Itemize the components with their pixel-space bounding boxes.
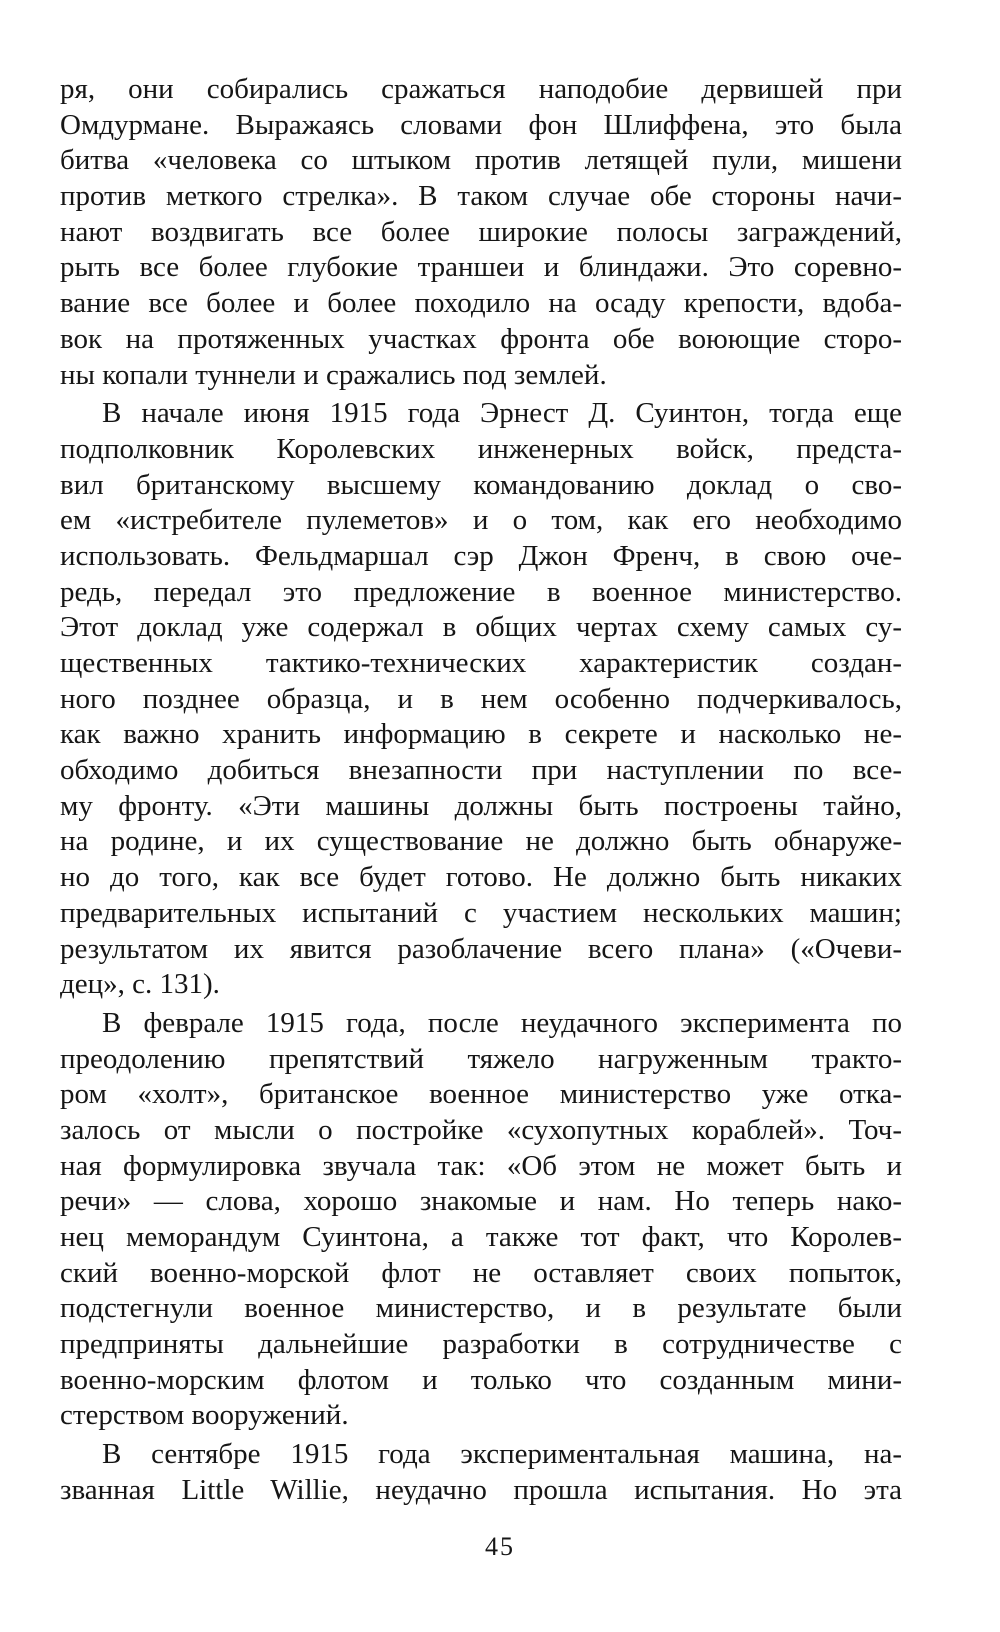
paragraph-2	[60, 396, 902, 1003]
text-line: дец», с. 131).	[60, 968, 220, 1001]
text-line: редь, передал это предложение в военное министерство.	[60, 575, 902, 608]
text-line: против меткого стрелка». В таком случае обе стороны начи-	[60, 180, 902, 213]
text-line: преодолению препятствий тяжело нагруженным тракто-	[60, 1042, 902, 1075]
text-line: В начале июня 1915 года Эрнест Д. Суинтон, тогда еще	[102, 397, 902, 430]
text-line: результатом их явится разоблачение всего плана» («Очеви-	[60, 932, 902, 965]
book-page-body	[60, 72, 902, 1509]
text-line: нают воздвигать все более широкие полосы заграждений,	[60, 215, 902, 248]
text-line: подстегнули военное министерство, и в результате были	[60, 1292, 902, 1325]
text-line: званная Little Willie, неудачно прошла испытания. Но эта	[60, 1473, 902, 1506]
text-line: подполковник Королевских инженерных войск, предста-	[60, 432, 902, 465]
text-line: ем «истребителе пулеметов» и о том, как его необходимо	[60, 504, 902, 537]
text-line: Омдурмане. Выражаясь словами фон Шлиффена, это была	[60, 108, 902, 141]
text-line: му фронту. «Эти машины должны быть построены тайно,	[60, 789, 902, 822]
text-line: ря, они собирались сражаться наподобие дервишей при	[60, 73, 902, 105]
text-line: залось от мысли о постройке «сухопутных кораблей». Точ-	[60, 1113, 902, 1146]
text-line: Этот доклад уже содержал в общих чертах схему самых су-	[60, 611, 902, 644]
text-line: ны копали туннели и сражались под землей.	[60, 358, 607, 391]
text-line: речи» — слова, хорошо знакомые и нам. Но теперь нако-	[60, 1185, 902, 1218]
page-number: 45	[485, 1532, 515, 1561]
text-line: ский военно-морской флот не оставляет своих попыток,	[60, 1256, 902, 1289]
text-line: предварительных испытаний с участием нескольких машин;	[60, 896, 902, 929]
paragraph-1	[60, 72, 902, 393]
text-line: щественных тактико-технических характеристик создан-	[60, 647, 902, 679]
text-line: военно-морским флотом и только что созданным мини-	[60, 1363, 902, 1396]
text-line: на родине, и их существование не должно быть обнаруже-	[60, 825, 902, 858]
text-line: вил британскому высшему командованию доклад о сво-	[60, 468, 902, 501]
text-line: ная формулировка звучала так: «Об этом не может быть и	[60, 1149, 902, 1182]
text-line: ного позднее образца, и в нем особенно подчеркивалось,	[60, 682, 902, 715]
text-line: рыть все более глубокие траншеи и блиндажи. Это соревно-	[60, 251, 902, 284]
text-line: стерством вооружений.	[60, 1399, 349, 1432]
text-line: В сентябре 1915 года экспериментальная машина, на-	[102, 1438, 902, 1471]
text-line: обходимо добиться внезапности при наступлении по все-	[60, 754, 902, 787]
text-line: но до того, как все будет готово. Не должно быть никаких	[60, 861, 902, 894]
paragraph-4	[60, 1437, 902, 1508]
text-line: как важно хранить информацию в секрете и насколько не-	[60, 718, 902, 751]
text-line: ром «холт», британское военное министерство уже отка-	[60, 1078, 902, 1111]
text-line: вание все более и более походило на осаду крепости, вдоба-	[60, 287, 902, 320]
text-line: битва «человека со штыком против летящей пули, мишени	[60, 144, 902, 177]
paragraph-3	[60, 1006, 902, 1434]
text-line: вок на протяженных участках фронта обе воюющие сторо-	[60, 322, 902, 355]
text-line: предприняты дальнейшие разработки в сотрудничестве с	[60, 1328, 902, 1361]
text-line: В феврале 1915 года, после неудачного эксперимента по	[102, 1006, 902, 1039]
text-line: нец меморандум Суинтона, а также тот факт, что Королев-	[60, 1221, 902, 1253]
text-line: использовать. Фельдмаршал сэр Джон Френч, в свою оче-	[60, 539, 902, 572]
